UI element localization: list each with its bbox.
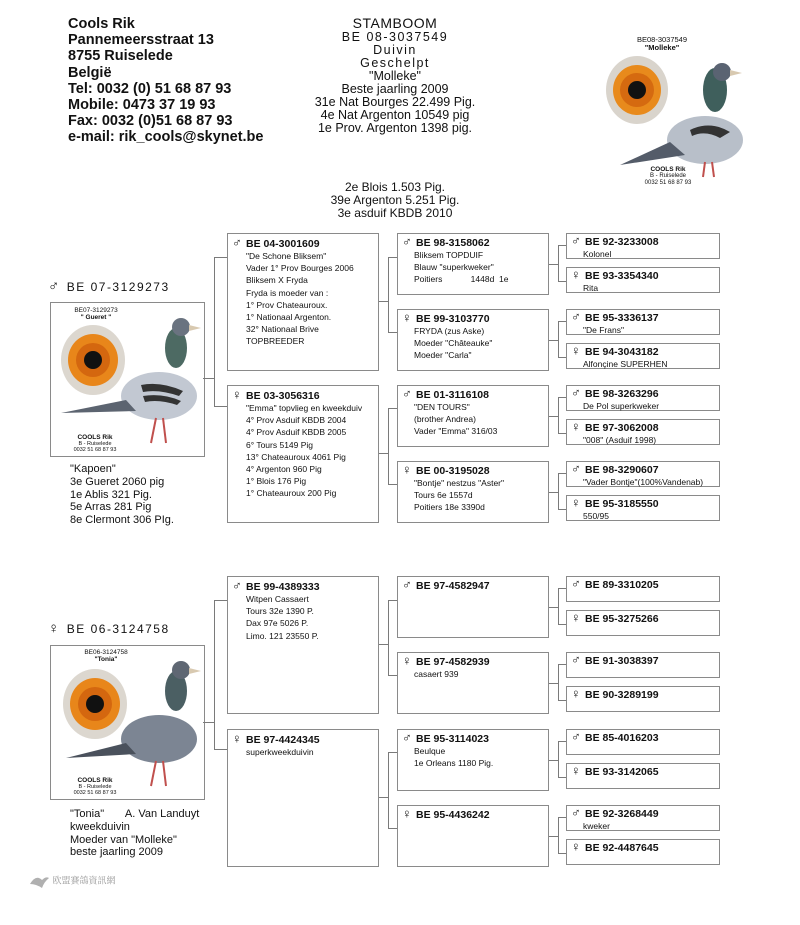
watermark [28,872,116,890]
owner-street: Pannemeersstraat 13 [68,32,214,49]
female-icon: ♀ [571,419,581,434]
connector-line [388,257,397,258]
box-ring-number: BE 04-3001609 [246,238,320,250]
photo-name: " Gueret " [80,314,112,321]
pedigree-box-sire [227,233,379,371]
box-line: 13° Chateauroux 4061 Pig [246,451,346,462]
box-line: Tours 6e 1557d [414,490,473,501]
box-line: (brother Andrea) [414,414,476,425]
pedigree-box-dam [566,419,720,445]
male-icon: ♂ [402,386,412,401]
female-icon: ♀ [571,763,581,778]
box-line: "Bontje" nestzus "Aster" [414,478,505,488]
box-line: "Vader Bontje"(100%Vandenab) [583,477,704,487]
connector-line [214,600,227,601]
box-line: 1° Blois 176 Pig [246,476,307,487]
photo-phone: 0032 51 68 87 93 [644,180,692,186]
connector-line [388,600,397,601]
connector-line [558,245,559,282]
box-line: 1e Orleans 1180 Pig. [414,758,494,769]
male-icon: ♂ [571,805,581,820]
male-icon: ♂ [48,278,61,295]
photo-loft: COOLS Rik [77,777,113,784]
father-photo [50,302,205,457]
owner-fax: Fax: 0032 (0)51 68 87 93 [68,113,233,130]
box-ring-number: BE 98-3158062 [416,237,490,249]
pedigree-box-sire [397,576,549,638]
box-line: FRYDA (zus Aske) [414,326,485,336]
box-ring-number: BE 03-3056316 [246,390,320,402]
mother-note: Moeder van "Molleke" [70,833,177,846]
female-icon: ♀ [232,387,242,402]
subject-result: 3e asduif KBDB 2010 [337,206,453,220]
box-ring-number: BE 92-3233008 [585,236,659,248]
box-line: superkweekduivin [246,747,314,757]
male-icon: ♂ [232,578,242,593]
box-ring-number: BE 94-3043182 [585,346,659,358]
male-icon: ♂ [571,461,581,476]
connector-line [558,664,559,701]
male-icon: ♂ [571,652,581,667]
female-icon: ♀ [571,610,581,625]
connector-line [558,397,566,398]
male-icon: ♂ [571,385,581,400]
owner-country: België [68,64,112,81]
box-line: Fryda is moeder van : [246,287,329,298]
box-line: Poitiers 18e 3390d [414,502,485,513]
box-ring-number: BE 95-3336137 [585,312,659,324]
connector-line [388,828,397,829]
connector-line [558,777,566,778]
connector-line [558,357,566,358]
connector-line [214,257,227,258]
connector-line [214,749,227,750]
pedigree-box-dam [566,839,720,865]
pedigree-box-dam [397,805,549,867]
female-icon: ♀ [402,653,412,668]
owner-tel: Tel: 0032 (0) 51 68 87 93 [68,80,232,97]
connector-line [388,408,397,409]
owner-address-block [68,16,263,146]
box-line: 1° Prov Chateauroux. [246,299,328,310]
female-icon: ♀ [571,495,581,510]
box-ring-number: BE 01-3116108 [416,389,489,401]
bird-logo-icon [28,872,50,890]
pedigree-box-sire [566,309,720,335]
pigeon-picture [51,646,204,799]
female-icon: ♀ [232,731,242,746]
box-line: "DEN TOURS" [414,402,470,412]
connector-line [558,741,566,742]
mother-info [70,808,199,859]
box-line: 1° Chateauroux 200 Pig [246,488,337,499]
connector-line [388,600,389,676]
box-ring-number: BE 97-4582947 [416,580,490,592]
female-icon: ♀ [402,462,412,477]
connector-line [558,588,566,589]
photo-ring: BE08-3037549 [636,35,688,44]
box-line: Dax 97e 5026 P. [246,618,309,629]
mother-note: kweekduivin [70,820,130,833]
connector-line [388,257,389,333]
box-line: De Pol superkweker [583,401,660,411]
box-ring-number: BE 90-3289199 [585,689,659,701]
box-ring-number: BE 92-3268449 [585,808,659,820]
box-line: "Emma" topvlieg en kweekduiv [246,403,363,413]
connector-line [558,664,566,665]
box-ring-number: BE 92-4487645 [585,842,659,854]
box-ring-number: BE 95-3114023 [416,733,489,745]
connector-line [214,406,227,407]
box-ring-number: BE 97-3062008 [585,422,659,434]
photo-place: B - Ruiselede [649,173,687,179]
box-line: Moeder "Châteauke" [414,338,493,349]
pedigree-box-sire [566,805,720,831]
subject-color: Geschelpt [360,56,430,70]
box-line: Rita [583,283,599,293]
owner-email: e-mail: rik_cools@skynet.be [68,129,264,146]
box-line: 6° Tours 5149 Pig [246,439,314,450]
pedigree-box-dam [566,343,720,369]
box-line: 32° Nationaal Brive [246,324,319,335]
connector-line [558,588,559,625]
box-ring-number: BE 98-3290607 [585,464,659,476]
box-ring-number: BE 97-4424345 [246,734,320,746]
connector-line [558,433,566,434]
mother-ring-number: BE 06-3124758 [66,622,170,636]
photo-name: "Tonia" [94,656,118,663]
pedigree-box-dam [227,385,379,523]
box-line: kweker [583,821,610,831]
photo-name: "Molleke" [644,43,680,52]
pedigree-box-sire [566,385,720,411]
box-line: Alfonçine SUPERHEN [583,359,668,369]
connector-line [558,245,566,246]
male-icon: ♂ [571,233,581,248]
box-line: Bliksem TOPDUIF [414,250,484,260]
pedigree-box-dam [566,495,720,521]
box-line: "De Frans" [583,325,624,335]
father-result: 8e Clermont 306 PIg. [70,514,174,527]
photo-place: B - Ruiselede [78,784,112,790]
subject-result: 2e Blois 1.503 Pig. [344,180,446,194]
box-line: Limo. 121 23550 P. [246,630,319,641]
connector-line [558,817,566,818]
connector-line [388,752,389,829]
subject-ring: BE 08-3037549 [341,30,449,44]
box-ring-number: BE 98-3263296 [585,388,659,400]
subject-result: 39e Argenton 5.251 Pig. [330,193,460,207]
male-icon: ♂ [402,577,412,592]
male-icon: ♂ [232,235,242,250]
female-icon: ♀ [571,839,581,854]
pedigree-box-sire [566,576,720,602]
owner-name: Cools Rik [68,16,135,32]
female-icon: ♀ [571,686,581,701]
connector-line [388,332,397,333]
owner-mobile: Mobile: 0473 37 19 93 [68,97,216,114]
box-line: Tours 32e 1390 P. [246,606,314,617]
pedigree-box-dam [566,763,720,789]
female-icon: ♀ [571,343,581,358]
connector-line [558,624,566,625]
pedigree-box-sire [566,461,720,487]
father-ring [48,278,170,295]
photo-loft: COOLS Rik [650,166,686,173]
connector-line [214,600,215,750]
female-icon: ♀ [402,806,412,821]
female-icon: ♀ [48,620,61,637]
pedigree-box-dam [397,309,549,371]
box-line: Beulque [414,746,446,756]
box-line: Kolonel [583,249,612,259]
box-ring-number: BE 99-4389333 [246,581,320,593]
male-icon: ♂ [402,234,412,249]
father-result: 1e Ablis 321 Pig. [70,488,152,501]
photo-ring: BE06-3124758 [84,649,128,656]
box-line: Witpen Cassaert [246,594,309,604]
box-ring-number: BE 97-4582939 [416,656,490,668]
box-line: TOPBREEDER [246,336,305,347]
pedigree-box-sire [397,233,549,295]
connector-line [558,321,559,358]
pedigree-box-sire [566,729,720,755]
photo-ring: BE07-3129273 [74,307,118,314]
box-line: Moeder "Carla" [414,350,472,361]
box-line: casaert 939 [414,669,459,679]
connector-line [558,741,559,778]
connector-line [214,257,215,407]
box-ring-number: BE 99-3103770 [416,313,490,325]
box-ring-number: BE 89-3310205 [585,579,659,591]
connector-line [558,281,566,282]
box-line: Vader "Emma" 316/03 [414,426,498,437]
pedigree-box-dam [227,729,379,867]
box-ring-number: BE 93-3142065 [585,766,659,778]
father-result: 3e Gueret 2060 pig [70,475,165,488]
father-name: "Kapoen" [70,463,116,475]
mother-photo [50,645,205,800]
connector-line [558,817,559,854]
page-title: STAMBOOM [352,15,438,31]
box-ring-number: BE 95-3185550 [585,498,659,510]
subject-name: "Molleke" [369,69,421,83]
box-line: 550/95 [583,511,609,521]
photo-phone: 0032 51 68 87 93 [73,447,117,453]
photo-loft: COOLS Rik [77,434,113,441]
box-ring-number: BE 85-4016203 [585,732,659,744]
box-line: 1° Nationaal Argenton. [246,312,332,323]
connector-line [558,397,559,434]
subject-result: 4e Nat Argenton 10549 pig [320,108,470,122]
subject-result: Beste jaarling 2009 [341,82,449,96]
father-info [70,463,174,527]
female-icon: ♀ [402,310,412,325]
pedigree-box-sire [566,652,720,678]
male-icon: ♂ [402,730,412,745]
connector-line [558,473,566,474]
pedigree-box-dam [566,267,720,293]
box-ring-number: BE 00-3195028 [416,465,490,477]
pedigree-box-sire [566,233,720,259]
father-result: 5e Arras 281 Pig [70,501,152,514]
pedigree-box-dam [397,652,549,714]
photo-place: B - Ruiselede [78,441,112,447]
pedigree-box-sire [397,385,549,447]
male-icon: ♂ [571,729,581,744]
male-icon: ♂ [571,309,581,324]
subject-result: 31e Nat Bourges 22.499 Pig. [314,95,476,109]
box-line: 4° Prov Asduif KBDB 2005 [246,427,347,438]
connector-line [388,408,389,485]
box-line: "De Schone Bliksem" [246,251,327,261]
connector-line [558,509,566,510]
owner-city: 8755 Ruiselede [68,48,173,65]
box-ring-number: BE 95-4436242 [416,809,490,821]
connector-line [388,675,397,676]
pedigree-box-dam [566,610,720,636]
pedigree-box-sire [397,729,549,791]
pedigree-box-dam [566,686,720,712]
connector-line [558,321,566,322]
watermark-text: 欧盟賽鴿資訊網 [52,875,116,886]
mother-ring [48,620,170,637]
box-line: Blauw "superkweker" [414,262,494,273]
connector-line [558,473,559,510]
box-line: 4° Argenton 960 Pig [246,464,322,475]
box-ring-number: BE 95-3275266 [585,613,659,625]
pigeon-picture [51,303,204,456]
box-line: Bliksem X Fryda [246,275,308,286]
box-line: Poitiers 1448d 1e [414,274,509,285]
mother-note: beste jaarling 2009 [70,846,163,859]
pedigree-box-sire [227,576,379,714]
pedigree-header [280,15,510,135]
box-ring-number: BE 93-3354340 [585,270,659,282]
subject-result: 1e Prov. Argenton 1398 pig. [317,121,473,135]
box-line: "008" (Asduif 1998) [583,435,657,445]
pedigree-box-dam [397,461,549,523]
connector-line [558,853,566,854]
father-ring-number: BE 07-3129273 [66,280,170,294]
connector-line [388,484,397,485]
connector-line [558,700,566,701]
photo-phone: 0032 51 68 87 93 [73,790,117,796]
connector-line [388,752,397,753]
female-icon: ♀ [571,267,581,282]
box-line: Vader 1° Prov Bourges 2006 [246,263,354,274]
box-ring-number: BE 91-3038397 [585,655,659,667]
subject-results-extra [270,181,520,220]
subject-sex: Duivin [373,43,417,57]
male-icon: ♂ [571,576,581,591]
mother-name: "Tonia" A. Van Landuyt [70,808,200,820]
box-line: 4° Prov Asduif KBDB 2004 [246,415,347,426]
subject-photo [600,30,750,190]
